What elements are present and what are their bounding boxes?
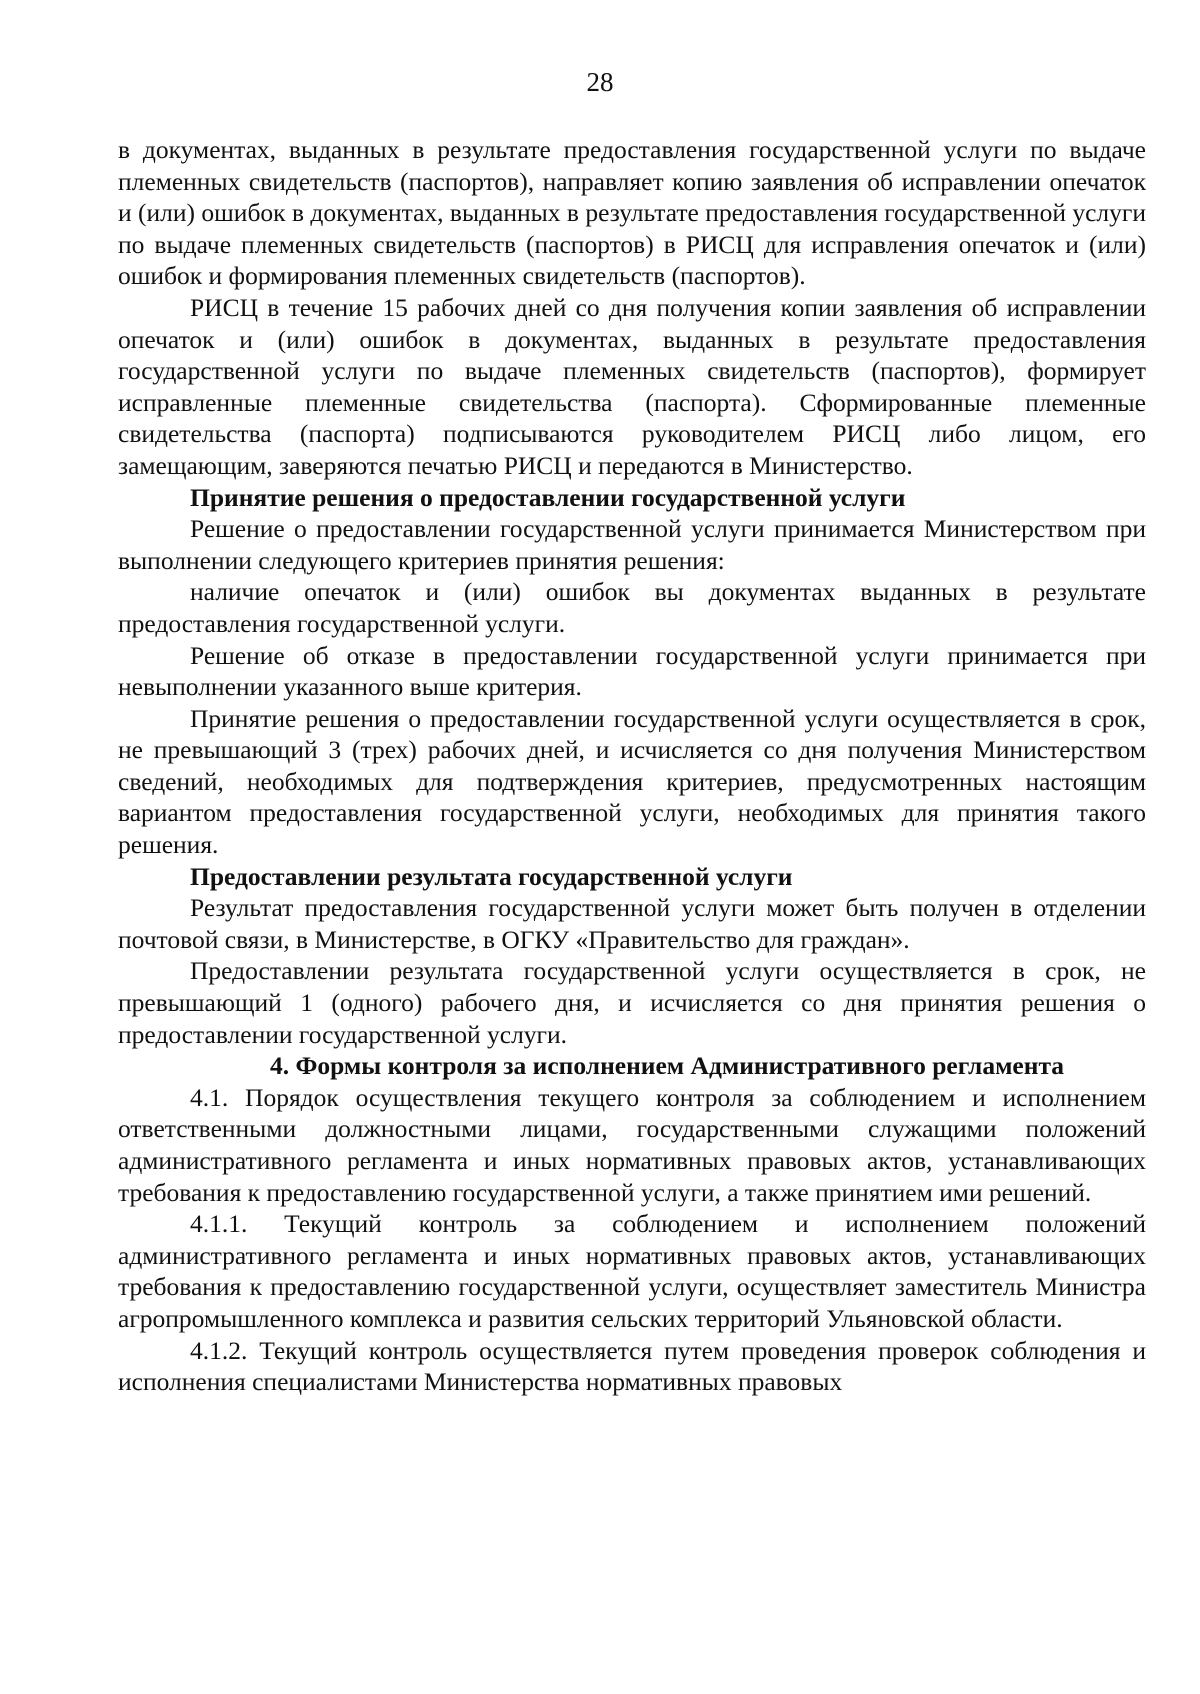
section-heading-decision: Принятие решения о предоставлении государственной услуги [190,482,906,512]
paragraph-risc-correction: РИСЦ в течение 15 рабочих дней со дня получения копии заявления об исправлении опечаток и (или) ошибок в документах, выданных в результате предоставления государственной услуги по выдаче племенных свидетельств (паспортов), формирует исправленные племенные свидетельства (паспорта). Сформированные племенные свидетельства (паспорта) подписываются руководителем РИСЦ либо лицом, его замещающим, заверяются печатью РИСЦ и передаются в Министерство. [118,292,1146,480]
document-body [118,134,1146,1398]
section-heading-result: Предоставлении результата государственной услуги [190,861,793,891]
paragraph-result-delivery: Результат предоставления государственной услуги может быть получен в отделении почтовой связи, в Министерстве, в ОГКУ «Правительство для граждан». [118,893,1146,954]
paragraph-decision-term: Принятие решения о предоставлении государственной услуги осуществляется в срок, не превышающий 3 (трех) рабочих дней, и исчисляется со дня получения Министерством сведений, необходимых для подтверждения критериев, предусмотренных настоящим вариантом предоставления государственной услуги, необходимых для принятия такого решения. [118,703,1146,860]
chapter-heading-control: 4. Формы контроля за исполнением Административного регламента [269,1051,1065,1081]
paragraph-continuation: в документах, выданных в результате предоставления государственной услуги по выдаче племенных свидетельств (паспортов), направляет копию заявления об исправлении опечаток и (или) ошибок в документах, выданных в результате предоставления государственной услуги по выдаче племенных свидетельств (паспортов) в РИСЦ для исправления опечаток и (или) ошибок и формирования племенных свидетельств (паспортов). [118,135,1146,291]
paragraph-refusal: Решение об отказе в предоставлении государственной услуги принимается при невыполнении указанного выше критерия. [118,640,1146,702]
paragraph-4-1-2: 4.1.2. Текущий контроль осуществляется путем проведения проверок соблюдения и исполнения специалистами Министерства нормативных правовых [118,1335,1146,1397]
page-number: 28 [586,67,614,97]
paragraph-4-1-1: 4.1.1. Текущий контроль за соблюдением и исполнением положений административного регламента и иных нормативных правовых актов, устанавливающих требования к предоставлению государственной услуги, осуществляет заместитель Министра агропромышленного комплекса и развития сельских территорий Ульяновской области. [118,1209,1146,1333]
paragraph-errors-criterion: наличие опечаток и (или) ошибок вы документах выданных в результате предоставления государственной услуги. [118,577,1146,638]
paragraph-decision-criteria: Решение о предоставлении государственной услуги принимается Министерством при выполнении следующего критериев принятия решения: [118,514,1146,575]
paragraph-4-1: 4.1. Порядок осуществления текущего контроля за соблюдением и исполнением ответственными должностными лицами, государственными служащими положений административного регламента и иных нормативных правовых актов, устанавливающих требования к предоставлению государственной услуги, а также принятием ими решений. [118,1082,1146,1207]
paragraph-result-term: Предоставлении результата государственной услуги осуществляется в срок, не превышающий 1 (одного) рабочего дня, и исчисляется со дня принятия решения о предоставлении государственной услуги. [118,956,1146,1049]
